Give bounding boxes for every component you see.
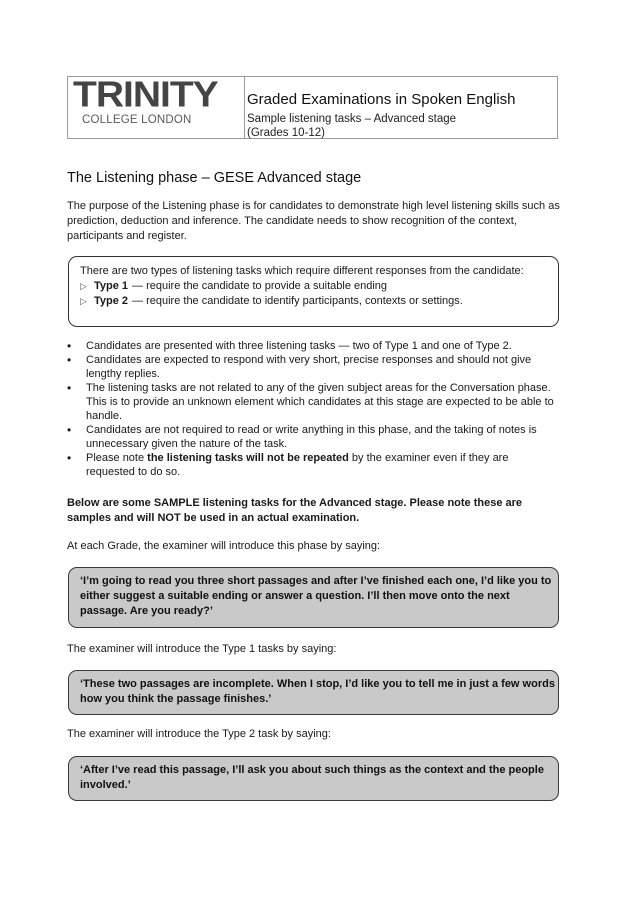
- type1-label: The examiner will introduce the Type 1 tasks by saying:: [67, 643, 337, 655]
- task-type-label: Type 1: [94, 280, 129, 292]
- task-type-item: [80, 279, 558, 294]
- subtitle-line-1: Sample listening tasks – Advanced stage: [247, 113, 457, 125]
- arrow-bullet-icon: ▷: [80, 281, 87, 291]
- list-item-emphasis: the listening tasks will not be repeated: [147, 452, 349, 464]
- arrow-bullet-icon: ▷: [80, 296, 87, 306]
- document-title: Graded Examinations in Spoken English: [247, 91, 516, 108]
- list-item-pre: Please note: [86, 452, 148, 464]
- list-item: • Candidates are expected to respond with very short, precise responses and should not give lengthy replies.: [67, 353, 557, 381]
- section-title: The Listening phase – GESE Advanced stage: [67, 170, 362, 186]
- list-item: • Candidates are presented with three listening tasks — two of Type 1 and one of Type 2.: [67, 339, 557, 353]
- type2-label: The examiner will introduce the Type 2 task by saying:: [67, 728, 331, 740]
- task-type-text: — require the candidate to identify participants, contexts or settings.: [132, 295, 463, 307]
- list-item-post: by the examiner even if they are requested to do so.: [86, 452, 509, 478]
- list-item: • Candidates are not required to read or write anything in this phase, and the taking of notes is unnecessary given the nature of the task.: [67, 423, 557, 451]
- type1-quote-box: ‘These two passages are incomplete. When I stop, I’d like you to tell me in just a few words how you think the passage finishes.’: [68, 670, 559, 715]
- logo-wordmark: TRINITY: [73, 75, 218, 115]
- document-subtitle: [247, 112, 456, 140]
- list-item: [67, 451, 557, 479]
- rules-list: [67, 339, 557, 479]
- task-type-item: [80, 294, 558, 309]
- header-title-cell: [245, 77, 557, 138]
- task-type-text: — require the candidate to provide a suitable ending: [132, 280, 388, 292]
- task-types-intro: There are two types of listening tasks which require different responses from the candidate:: [80, 265, 524, 277]
- subtitle-line-2: (Grades 10-12): [247, 127, 325, 139]
- task-types-box: [68, 256, 559, 327]
- document-header: [67, 76, 558, 139]
- trinity-logo: [68, 77, 245, 138]
- logo-subtitle: COLLEGE LONDON: [82, 114, 192, 126]
- type2-quote-box: ‘After I’ve read this passage, I’ll ask you about such things as the context and the people involved.’: [68, 756, 559, 801]
- intro-label: At each Grade, the examiner will introduce this phase by saying:: [67, 540, 381, 552]
- intro-paragraph: The purpose of the Listening phase is for candidates to demonstrate high level listening skills such as prediction, deduction and inference. The candidate needs to show recognition of the context, participants and register.: [67, 200, 560, 242]
- intro-quote-box: ‘I’m going to read you three short passages and after I’ve finished each one, I’d like you to either suggest a suitable ending or answer a question. I’ll then move onto the next passage. Are you ready?’: [68, 567, 559, 628]
- task-type-label: Type 2: [94, 295, 129, 307]
- sample-note: Below are some SAMPLE listening tasks for the Advanced stage. Please note these are samples and will NOT be used in an actual examination.: [67, 497, 523, 524]
- list-item: • The listening tasks are not related to any of the given subject areas for the Conversation phase. This is to provide an unknown element which candidates at this stage are expected to be able to handle.: [67, 381, 557, 423]
